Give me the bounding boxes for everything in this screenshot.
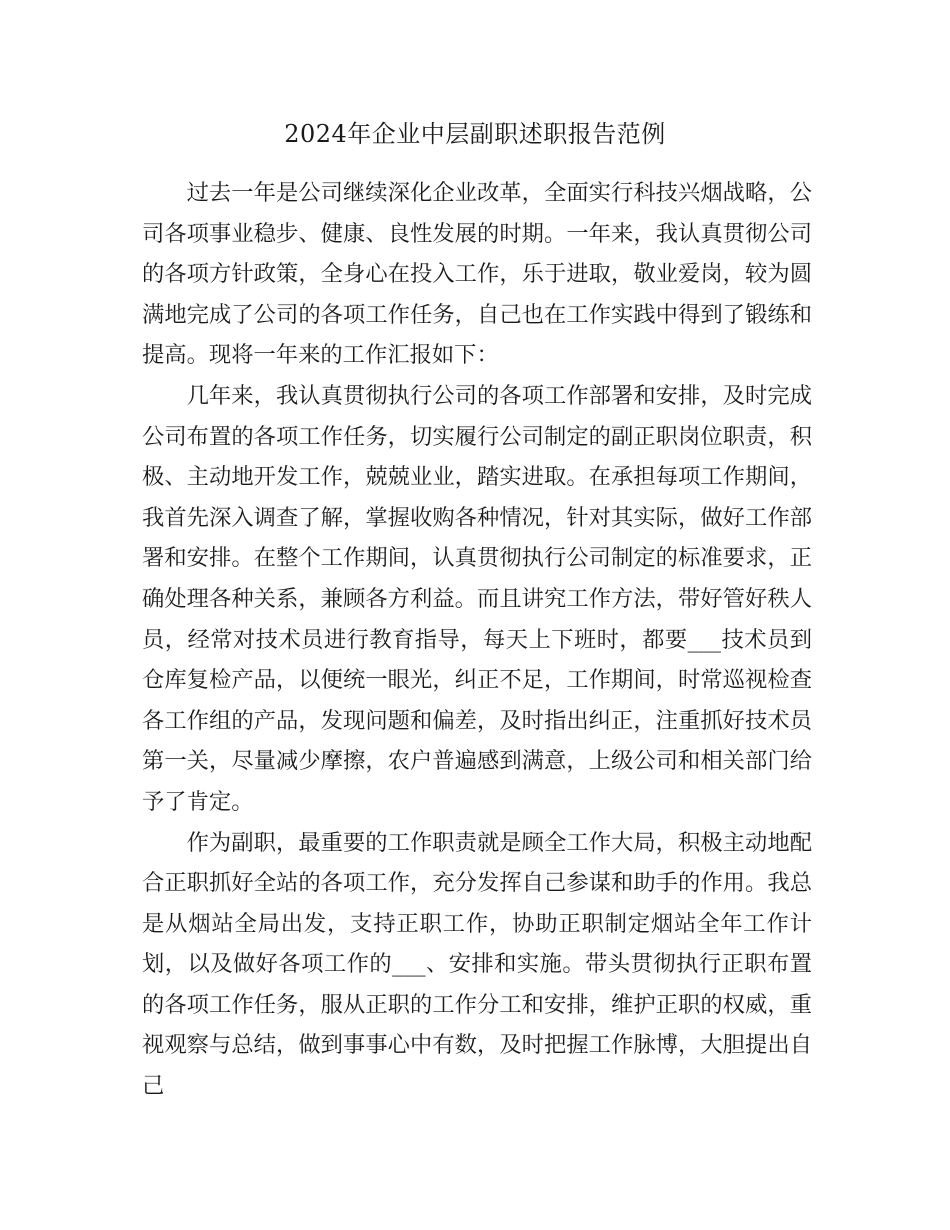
document-title: 2024年企业中层副职述职报告范例	[284, 120, 666, 148]
paragraph-2: 几年来，我认真贯彻执行公司的各项工作部署和安排，及时完成公司布置的各项工作任务，切实履行公司制定的副正职岗位职责，积极、主动地开发工作，兢兢业业，踏实进取。在承担每项工作期间，我首先深入调查了解，掌握收购各种情况，针对其实际，做好工作部署和安排。在整个工作期间，认真贯彻执行公司制定的标准要求，正确处理各种关系，兼顾各方利益。而且讲究工作方法，带好管好秩人员，经常对技术员进行教育指导，每天上下班时，都要___技术员到仓库复检产品，以便统一眼光，纠正不足，工作期间，时常巡视检查各工作组的产品，发现问题和偏差，及时指出纠正，注重抓好技术员第一关，尽量减少摩擦，农户普遍感到满意，上级公司和相关部门给予了肯定。	[142, 382, 812, 815]
paragraph-1: 过去一年是公司继续深化企业改革，全面实行科技兴烟战略，公司各项事业稳步、健康、良性发展的时期。一年来，我认真贯彻公司的各项方针政策，全身心在投入工作，乐于进取，敬业爱岗，较为圆满地完成了公司的各项工作任务，自己也在工作实践中得到了锻练和提高。现将一年来的工作汇报如下：	[142, 180, 812, 369]
paragraph-3: 作为副职，最重要的工作职责就是顾全工作大局，积极主动地配合正职抓好全站的各项工作，充分发挥自己参谋和助手的作用。我总是从烟站全局出发，支持正职工作，协助正职制定烟站全年工作计划，以及做好各项工作的___、安排和实施。带头贯彻执行正职布置的各项工作任务，服从正职的工作分工和安排，维护正职的权威，重视观察与总结，做到事事心中有数，及时把握工作脉博，大胆提出自己	[142, 829, 812, 1100]
document-body	[142, 173, 812, 1107]
